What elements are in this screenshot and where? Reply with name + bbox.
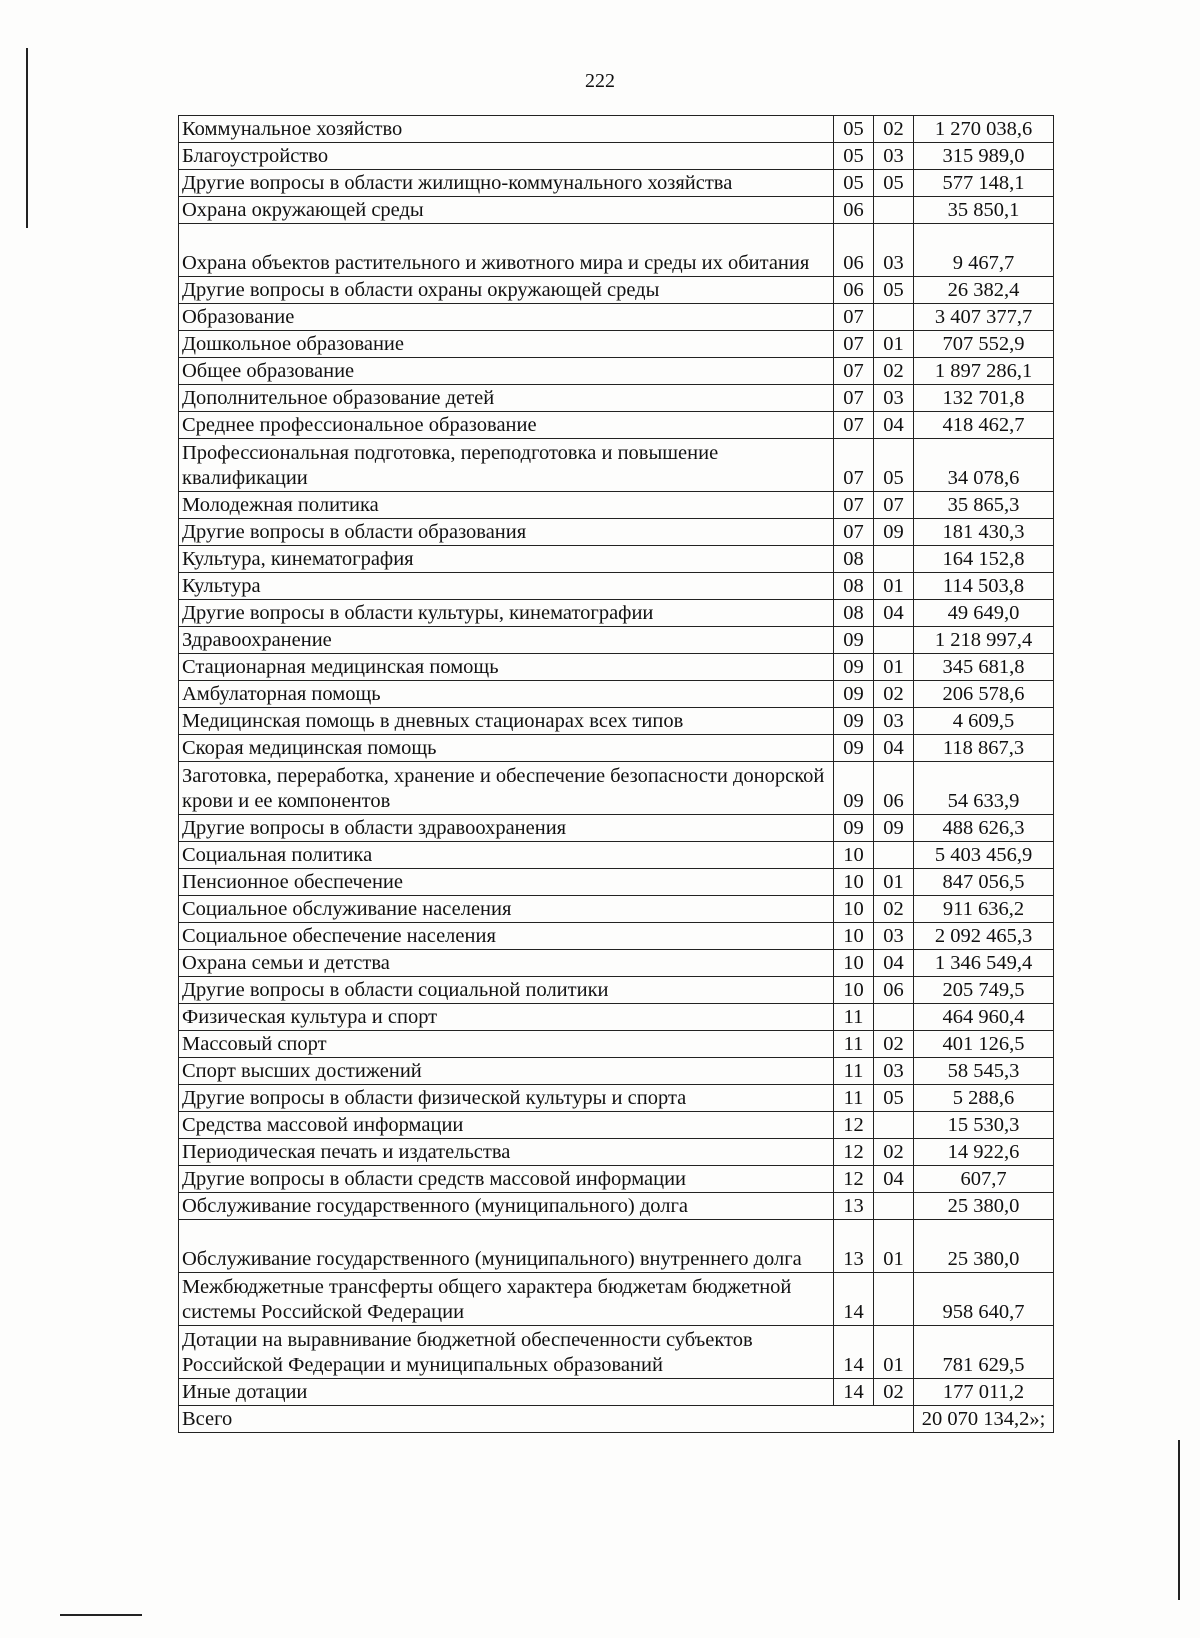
row-amount: 1 897 286,1 xyxy=(914,358,1054,385)
row-subsection-code: 06 xyxy=(874,977,914,1004)
row-name: Дополнительное образование детей xyxy=(179,385,834,412)
total-amount: 20 070 134,2»; xyxy=(914,1406,1054,1433)
row-subsection-code: 04 xyxy=(874,600,914,627)
table-row xyxy=(179,277,1054,304)
row-subsection-code: 02 xyxy=(874,681,914,708)
page-number: 222 xyxy=(585,70,615,92)
row-amount: 132 701,8 xyxy=(914,385,1054,412)
row-name: Охрана окружающей среды xyxy=(179,197,834,224)
row-amount: 25 380,0 xyxy=(914,1193,1054,1220)
row-subsection-code: 04 xyxy=(874,412,914,439)
row-amount: 9 467,7 xyxy=(914,224,1054,277)
row-subsection-code: 05 xyxy=(874,170,914,197)
table-row xyxy=(179,762,1054,815)
table-row xyxy=(179,896,1054,923)
row-section-code: 07 xyxy=(834,492,874,519)
row-section-code: 09 xyxy=(834,708,874,735)
row-section-code: 08 xyxy=(834,600,874,627)
row-name: Другие вопросы в области образования xyxy=(179,519,834,546)
row-name: Коммунальное хозяйство xyxy=(179,116,834,143)
row-name: Социальное обслуживание населения xyxy=(179,896,834,923)
row-name: Дотации на выравнивание бюджетной обеспеченности субъектов Российской Федерации и муниципальных образований xyxy=(179,1326,834,1379)
row-section-code: 14 xyxy=(834,1273,874,1326)
row-section-code: 05 xyxy=(834,170,874,197)
table-row xyxy=(179,735,1054,762)
row-subsection-code: 09 xyxy=(874,815,914,842)
row-subsection-code: 03 xyxy=(874,708,914,735)
table-row xyxy=(179,412,1054,439)
row-section-code: 10 xyxy=(834,869,874,896)
row-section-code: 09 xyxy=(834,762,874,815)
table-row xyxy=(179,1031,1054,1058)
row-section-code: 07 xyxy=(834,412,874,439)
row-section-code: 06 xyxy=(834,197,874,224)
row-name: Иные дотации xyxy=(179,1379,834,1406)
budget-table xyxy=(178,115,1054,1433)
table-row xyxy=(179,950,1054,977)
row-amount: 58 545,3 xyxy=(914,1058,1054,1085)
row-name: Обслуживание государственного (муниципального) внутреннего долга xyxy=(179,1220,834,1273)
table-row xyxy=(179,1166,1054,1193)
row-section-code: 14 xyxy=(834,1379,874,1406)
budget-table-body xyxy=(179,116,1054,1433)
row-section-code: 10 xyxy=(834,896,874,923)
row-name: Среднее профессиональное образование xyxy=(179,412,834,439)
table-row xyxy=(179,1273,1054,1326)
row-name: Обслуживание государственного (муниципального) долга xyxy=(179,1193,834,1220)
row-subsection-code: 03 xyxy=(874,385,914,412)
row-amount: 34 078,6 xyxy=(914,439,1054,492)
table-row xyxy=(179,304,1054,331)
row-section-code: 09 xyxy=(834,627,874,654)
row-amount: 418 462,7 xyxy=(914,412,1054,439)
row-name: Профессиональная подготовка, переподготовка и повышение квалификации xyxy=(179,439,834,492)
table-row xyxy=(179,143,1054,170)
row-amount: 958 640,7 xyxy=(914,1273,1054,1326)
row-section-code: 14 xyxy=(834,1326,874,1379)
table-row xyxy=(179,1139,1054,1166)
row-subsection-code: 05 xyxy=(874,277,914,304)
row-name: Другие вопросы в области охраны окружающей среды xyxy=(179,277,834,304)
table-row xyxy=(179,869,1054,896)
table-row xyxy=(179,385,1054,412)
row-name: Культура, кинематография xyxy=(179,546,834,573)
row-section-code: 12 xyxy=(834,1139,874,1166)
table-row xyxy=(179,923,1054,950)
table-row xyxy=(179,116,1054,143)
table-row xyxy=(179,224,1054,277)
row-section-code: 09 xyxy=(834,654,874,681)
table-row xyxy=(179,681,1054,708)
row-name: Социальное обеспечение населения xyxy=(179,923,834,950)
row-name: Общее образование xyxy=(179,358,834,385)
row-section-code: 07 xyxy=(834,439,874,492)
row-subsection-code: 05 xyxy=(874,439,914,492)
row-amount: 49 649,0 xyxy=(914,600,1054,627)
table-row xyxy=(179,1058,1054,1085)
row-subsection-code: 07 xyxy=(874,492,914,519)
row-subsection-code xyxy=(874,304,914,331)
total-label: Всего xyxy=(179,1406,914,1433)
row-name: Другие вопросы в области средств массовой информации xyxy=(179,1166,834,1193)
row-section-code: 11 xyxy=(834,1058,874,1085)
table-row xyxy=(179,1193,1054,1220)
row-subsection-code: 01 xyxy=(874,869,914,896)
row-amount: 464 960,4 xyxy=(914,1004,1054,1031)
row-name: Спорт высших достижений xyxy=(179,1058,834,1085)
row-section-code: 07 xyxy=(834,358,874,385)
row-section-code: 10 xyxy=(834,923,874,950)
row-subsection-code: 01 xyxy=(874,331,914,358)
row-section-code: 07 xyxy=(834,519,874,546)
row-subsection-code: 02 xyxy=(874,1379,914,1406)
row-amount: 315 989,0 xyxy=(914,143,1054,170)
row-amount: 577 148,1 xyxy=(914,170,1054,197)
row-amount: 2 092 465,3 xyxy=(914,923,1054,950)
table-row xyxy=(179,519,1054,546)
row-subsection-code xyxy=(874,1112,914,1139)
table-row xyxy=(179,1085,1054,1112)
row-subsection-code: 05 xyxy=(874,1085,914,1112)
row-subsection-code: 03 xyxy=(874,923,914,950)
table-row xyxy=(179,1220,1054,1273)
row-section-code: 13 xyxy=(834,1220,874,1273)
row-section-code: 11 xyxy=(834,1004,874,1031)
row-subsection-code: 02 xyxy=(874,1139,914,1166)
row-section-code: 07 xyxy=(834,385,874,412)
row-section-code: 06 xyxy=(834,277,874,304)
row-amount: 118 867,3 xyxy=(914,735,1054,762)
row-name: Физическая культура и спорт xyxy=(179,1004,834,1031)
row-section-code: 08 xyxy=(834,573,874,600)
row-name: Культура xyxy=(179,573,834,600)
row-name: Благоустройство xyxy=(179,143,834,170)
row-name: Другие вопросы в области физической культуры и спорта xyxy=(179,1085,834,1112)
row-section-code: 08 xyxy=(834,546,874,573)
row-section-code: 07 xyxy=(834,331,874,358)
row-name: Дошкольное образование xyxy=(179,331,834,358)
row-name: Заготовка, переработка, хранение и обеспечение безопасности донорской крови и ее компонентов xyxy=(179,762,834,815)
row-amount: 35 865,3 xyxy=(914,492,1054,519)
row-amount: 54 633,9 xyxy=(914,762,1054,815)
table-row xyxy=(179,170,1054,197)
row-subsection-code: 01 xyxy=(874,654,914,681)
row-amount: 181 430,3 xyxy=(914,519,1054,546)
row-subsection-code: 09 xyxy=(874,519,914,546)
row-subsection-code xyxy=(874,1004,914,1031)
table-row xyxy=(179,1379,1054,1406)
row-section-code: 10 xyxy=(834,950,874,977)
table-row xyxy=(179,815,1054,842)
row-subsection-code xyxy=(874,842,914,869)
row-amount: 14 922,6 xyxy=(914,1139,1054,1166)
row-section-code: 12 xyxy=(834,1166,874,1193)
row-subsection-code: 02 xyxy=(874,896,914,923)
row-subsection-code: 04 xyxy=(874,1166,914,1193)
row-amount: 26 382,4 xyxy=(914,277,1054,304)
row-amount: 345 681,8 xyxy=(914,654,1054,681)
row-amount: 5 288,6 xyxy=(914,1085,1054,1112)
row-name: Скорая медицинская помощь xyxy=(179,735,834,762)
row-name: Здравоохранение xyxy=(179,627,834,654)
table-row xyxy=(179,1326,1054,1379)
table-row xyxy=(179,331,1054,358)
row-amount: 607,7 xyxy=(914,1166,1054,1193)
row-name: Средства массовой информации xyxy=(179,1112,834,1139)
row-section-code: 10 xyxy=(834,842,874,869)
row-section-code: 07 xyxy=(834,304,874,331)
row-amount: 114 503,8 xyxy=(914,573,1054,600)
row-subsection-code: 02 xyxy=(874,358,914,385)
row-amount: 5 403 456,9 xyxy=(914,842,1054,869)
row-amount: 177 011,2 xyxy=(914,1379,1054,1406)
row-name: Молодежная политика xyxy=(179,492,834,519)
table-row xyxy=(179,600,1054,627)
row-subsection-code: 01 xyxy=(874,1220,914,1273)
table-row xyxy=(179,977,1054,1004)
row-section-code: 09 xyxy=(834,681,874,708)
row-subsection-code: 03 xyxy=(874,143,914,170)
row-subsection-code xyxy=(874,197,914,224)
row-subsection-code: 03 xyxy=(874,224,914,277)
row-amount: 1 218 997,4 xyxy=(914,627,1054,654)
row-amount: 35 850,1 xyxy=(914,197,1054,224)
table-row xyxy=(179,1112,1054,1139)
row-name: Стационарная медицинская помощь xyxy=(179,654,834,681)
row-section-code: 13 xyxy=(834,1193,874,1220)
row-amount: 781 629,5 xyxy=(914,1326,1054,1379)
row-name: Образование xyxy=(179,304,834,331)
row-subsection-code: 01 xyxy=(874,573,914,600)
row-name: Периодическая печать и издательства xyxy=(179,1139,834,1166)
table-row xyxy=(179,708,1054,735)
table-row xyxy=(179,573,1054,600)
row-amount: 488 626,3 xyxy=(914,815,1054,842)
row-section-code: 06 xyxy=(834,224,874,277)
row-amount: 911 636,2 xyxy=(914,896,1054,923)
row-amount: 1 346 549,4 xyxy=(914,950,1054,977)
row-amount: 401 126,5 xyxy=(914,1031,1054,1058)
row-name: Социальная политика xyxy=(179,842,834,869)
row-section-code: 05 xyxy=(834,143,874,170)
row-subsection-code: 04 xyxy=(874,950,914,977)
row-amount: 15 530,3 xyxy=(914,1112,1054,1139)
row-name: Другие вопросы в области культуры, кинематографии xyxy=(179,600,834,627)
row-name: Другие вопросы в области жилищно-коммунального хозяйства xyxy=(179,170,834,197)
row-name: Другие вопросы в области здравоохранения xyxy=(179,815,834,842)
table-row xyxy=(179,358,1054,385)
row-name: Медицинская помощь в дневных стационарах всех типов xyxy=(179,708,834,735)
table-row xyxy=(179,546,1054,573)
row-name: Охрана семьи и детства xyxy=(179,950,834,977)
row-amount: 1 270 038,6 xyxy=(914,116,1054,143)
table-row xyxy=(179,1004,1054,1031)
row-name: Амбулаторная помощь xyxy=(179,681,834,708)
row-name: Пенсионное обеспечение xyxy=(179,869,834,896)
row-subsection-code xyxy=(874,546,914,573)
row-amount: 164 152,8 xyxy=(914,546,1054,573)
row-section-code: 12 xyxy=(834,1112,874,1139)
row-subsection-code xyxy=(874,1193,914,1220)
row-subsection-code: 01 xyxy=(874,1326,914,1379)
row-subsection-code xyxy=(874,627,914,654)
row-name: Другие вопросы в области социальной политики xyxy=(179,977,834,1004)
row-amount: 205 749,5 xyxy=(914,977,1054,1004)
table-row xyxy=(179,492,1054,519)
table-row xyxy=(179,654,1054,681)
row-section-code: 11 xyxy=(834,1085,874,1112)
row-name: Охрана объектов растительного и животного мира и среды их обитания xyxy=(179,224,834,277)
row-section-code: 10 xyxy=(834,977,874,1004)
row-subsection-code: 02 xyxy=(874,1031,914,1058)
row-section-code: 05 xyxy=(834,116,874,143)
row-subsection-code xyxy=(874,1273,914,1326)
row-name: Межбюджетные трансферты общего характера бюджетам бюджетной системы Российской Федерации xyxy=(179,1273,834,1326)
total-row xyxy=(179,1406,1054,1433)
row-section-code: 09 xyxy=(834,815,874,842)
row-subsection-code: 06 xyxy=(874,762,914,815)
table-row xyxy=(179,197,1054,224)
row-amount: 4 609,5 xyxy=(914,708,1054,735)
row-section-code: 11 xyxy=(834,1031,874,1058)
row-section-code: 09 xyxy=(834,735,874,762)
row-subsection-code: 02 xyxy=(874,116,914,143)
table-row xyxy=(179,842,1054,869)
row-amount: 206 578,6 xyxy=(914,681,1054,708)
row-amount: 3 407 377,7 xyxy=(914,304,1054,331)
row-name: Массовый спорт xyxy=(179,1031,834,1058)
row-amount: 707 552,9 xyxy=(914,331,1054,358)
table-row xyxy=(179,627,1054,654)
row-amount: 25 380,0 xyxy=(914,1220,1054,1273)
scan-edge-mark xyxy=(60,1614,142,1616)
row-subsection-code: 03 xyxy=(874,1058,914,1085)
scan-edge-mark xyxy=(1178,1440,1180,1600)
row-subsection-code: 04 xyxy=(874,735,914,762)
table-row xyxy=(179,439,1054,492)
row-amount: 847 056,5 xyxy=(914,869,1054,896)
